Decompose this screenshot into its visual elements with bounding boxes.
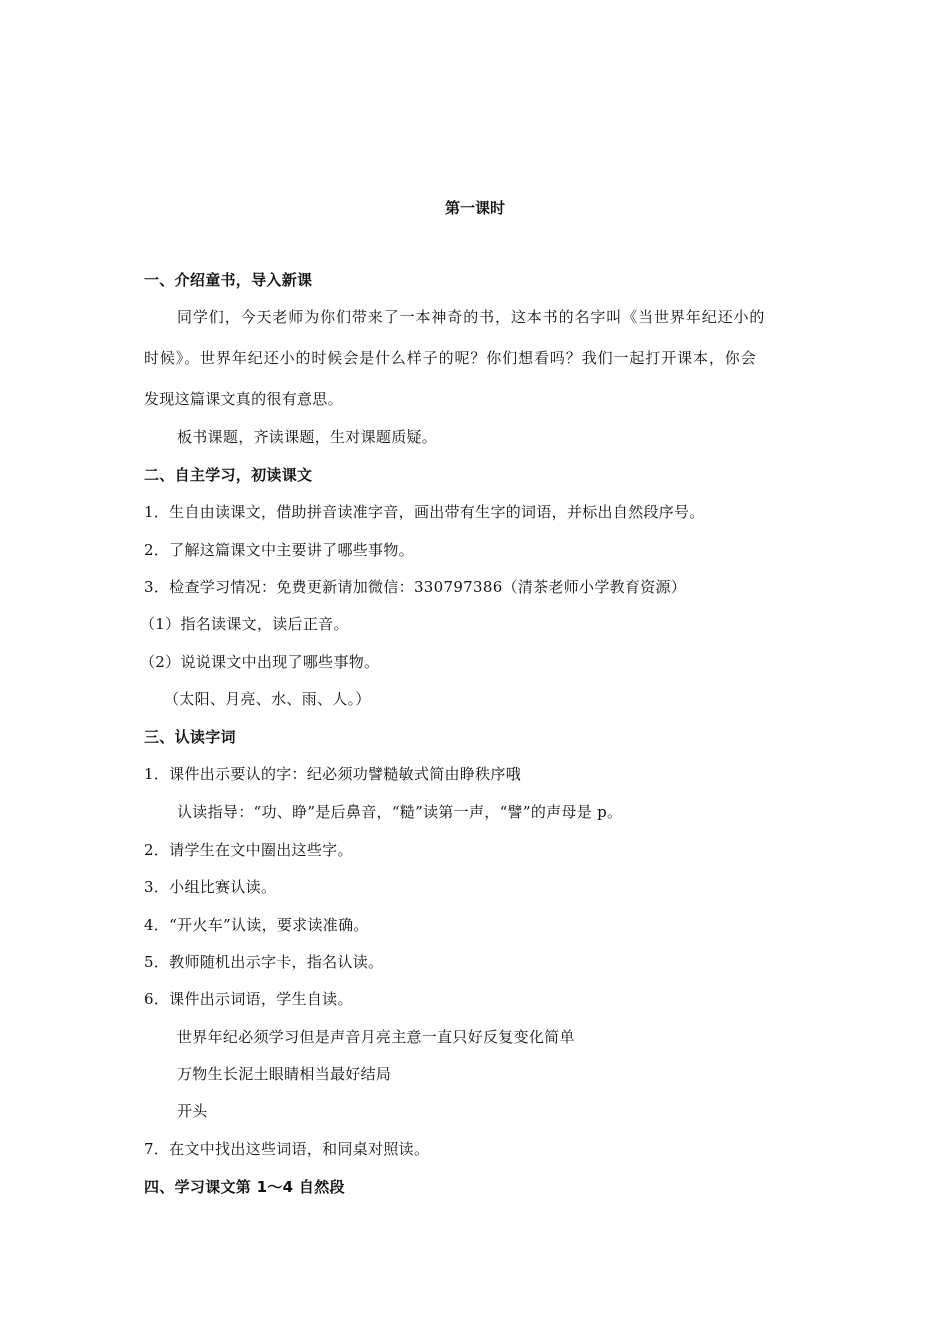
list-item: 1．生自由读课文，借助拼音读准字音，画出带有生字的词语，并标出自然段序号。 [144,503,705,521]
word-list-line: 万物生长泥土眼睛相当最好结局 [177,1065,392,1083]
list-item: 7．在文中找出这些词语，和同桌对照读。 [144,1140,430,1158]
list-item: 2．了解这篇课文中主要讲了哪些事物。 [144,541,414,559]
list-item: 2．请学生在文中圈出这些字。 [144,841,353,859]
list-item: 6．课件出示词语，学生自读。 [144,990,353,1008]
word-list-line: 世界年纪必须学习但是声音月亮主意一直只好反复变化简单 [177,1028,575,1046]
paragraph-line: 同学们，今天老师为你们带来了一本神奇的书，这本书的名字叫《当世界年纪还小的 [177,308,766,326]
sub-list-item: （1）指名读课文，读后正音。 [140,615,349,633]
word-list-line: 开头 [177,1102,208,1120]
sub-list-note: （太阳、月亮、水、雨、人。） [164,690,371,708]
list-item: 3．小组比赛认读。 [144,878,277,896]
list-item: 4．“开火车”认读，要求读准确。 [144,916,369,934]
list-item: 1．课件出示要认的字：纪必须功譬糙敏式简由睁秩序哦 [144,765,522,783]
list-item: 3．检查学习情况：免费更新请加微信：330797386（清茶老师小学教育资源） [144,578,687,596]
paragraph-line: 发现这篇课文真的很有意思。 [144,390,343,408]
paragraph-line: 时候》。世界年纪还小的时候会是什么样子的呢？你们想看吗？我们一起打开课本，你会 [144,349,757,367]
section-1-heading: 一、介绍童书，导入新课 [144,271,313,289]
page-title: 第一课时 [444,199,505,217]
sub-list-item: （2）说说课文中出现了哪些事物。 [140,653,380,671]
list-item-note: 认读指导：“功、睁”是后鼻音，“糙”读第一声，“譬”的声母是 p。 [177,803,623,821]
section-3-heading: 三、认读字词 [144,728,236,746]
section-2-heading: 二、自主学习，初读课文 [144,466,313,484]
section-4-heading: 四、学习课文第 1～4 自然段 [144,1178,345,1196]
list-item: 5．教师随机出示字卡，指名认读。 [144,953,384,971]
paragraph-line: 板书课题，齐读课题，生对课题质疑。 [177,428,438,446]
